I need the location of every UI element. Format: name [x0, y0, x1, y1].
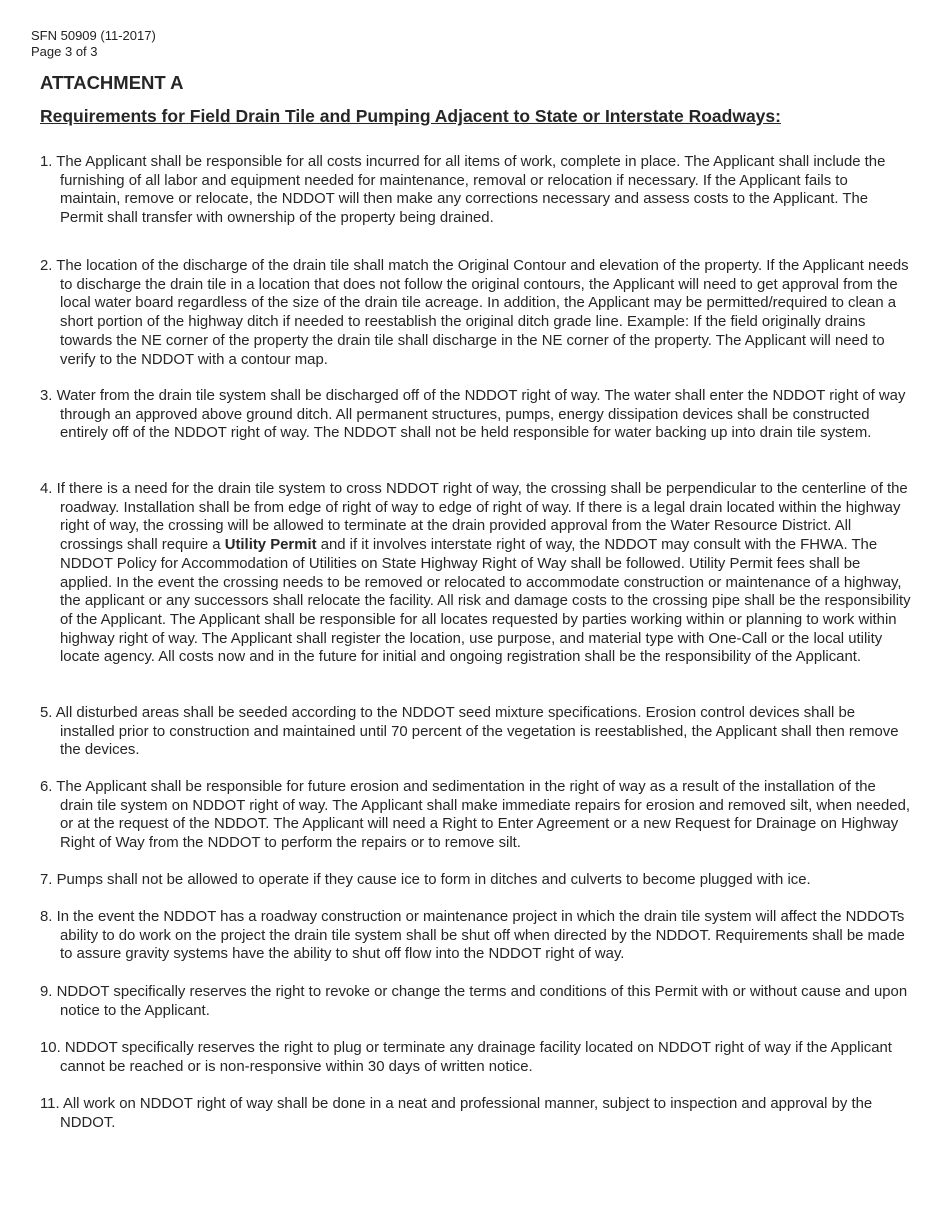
requirement-number: 7. [40, 872, 53, 888]
requirement-text: NDDOT specifically reserves the right to plug or terminate any drainage facility located on NDDOT right of way if the Applicant cannot be reached or is non-responsive within 30 days of written notice. [60, 1040, 892, 1075]
requirement-number: 8. [40, 909, 53, 925]
requirement-item [40, 153, 912, 228]
requirement-item [40, 908, 912, 964]
requirement-item [40, 871, 912, 890]
requirement-number: 4. [40, 481, 53, 497]
requirement-number: 1. [40, 154, 53, 170]
requirement-number: 3. [40, 388, 53, 404]
requirement-item [40, 480, 912, 667]
requirement-text-before: If there is a need for the drain tile system to cross NDDOT right of way, the crossing shall be perpendicular to the centerline of the roadway. Installation shall be from edge of right of way to edge of right of way. If there is a legal drain located within the highway right of way, the crossing will be allowed to terminate at the drain provided approval from the Water Resource District. All crossings shall require a [56, 481, 908, 554]
requirement-text: The Applicant shall be responsible for future erosion and sedimentation in the right of way as a result of the installation of the drain tile system on NDDOT right of way. The Applicant shall make immediate repairs for erosion and removed silt, when needed, or at the request of the NDDOT. The Applicant will need a Right to Enter Agreement or a new Request for Drainage on Highway Right of Way from the NDDOT to perform the repairs or to remove silt. [56, 779, 910, 852]
requirement-text: Pumps shall not be allowed to operate if they cause ice to form in ditches and culverts to become plugged with ice. [56, 872, 811, 888]
requirement-text: In the event the NDDOT has a roadway construction or maintenance project in which the drain tile system will affect the NDDOTs ability to do work on the project the drain tile system shall be shut off when directed by the NDDOT. Requirements shall be made to assure gravity systems have the ability to shut off flow into the NDDOT right of way. [56, 909, 905, 963]
requirement-item [40, 387, 912, 443]
requirement-item [40, 1095, 912, 1132]
requirement-text: NDDOT specifically reserves the right to revoke or change the terms and conditions of this Permit with or without cause and upon notice to the Applicant. [56, 984, 908, 1019]
requirement-item [40, 983, 912, 1020]
requirement-number: 9. [40, 984, 53, 1000]
requirement-text: All work on NDDOT right of way shall be done in a neat and professional manner, subject to inspection and approval by the NDDOT. [60, 1096, 873, 1131]
form-number: SFN 50909 (11-2017) [31, 28, 156, 43]
requirement-number: 5. [40, 705, 53, 721]
requirement-number: 10. [40, 1040, 61, 1056]
requirement-number: 11. [40, 1096, 60, 1112]
page-number: Page 3 of 3 [31, 44, 98, 59]
requirement-text: The location of the discharge of the drain tile shall match the Original Contour and elevation of the property. If the Applicant needs to discharge the drain tile in a location that does not follow the original contours, the Applicant will need to get approval from the local water board regardless of the size of the drain tile acreage. In addition, the Applicant may be permitted/required to clean a short portion of the highway ditch if needed to reestablish the original ditch grade line. Example: If the field originally drains towards the NE corner of the property the drain tile shall discharge in the NE corner of the property. The Applicant will need to verify to the NDDOT with a contour map. [56, 258, 909, 368]
utility-permit-term: Utility Permit [224, 537, 317, 554]
requirement-number: 6. [40, 779, 53, 795]
requirement-item [40, 1039, 912, 1076]
requirement-item [40, 257, 912, 369]
requirement-text: All disturbed areas shall be seeded according to the NDDOT seed mixture specifications. Erosion control devices shall be installed prior to construction and maintained until 70 percent of the vegetation is reestablished, the Applicant shall then remove the devices. [55, 705, 899, 759]
requirement-text: Water from the drain tile system shall be discharged off of the NDDOT right of way. The water shall enter the NDDOT right of way through an approved above ground ditch. All permanent structures, pumps, energy dissipation devices shall be constructed entirely off of the NDDOT right of way. The NDDOT shall not be held responsible for water backing up into drain tile system. [56, 388, 906, 442]
requirement-text: The Applicant shall be responsible for all costs incurred for all items of work, complete in place. The Applicant shall include the furnishing of all labor and equipment needed for maintenance, removal or relocation if necessary. If the Applicant fails to maintain, remove or relocate, the NDDOT will then make any corrections necessary and assess costs to the Applicant. The Permit shall transfer with ownership of the property being drained. [56, 154, 886, 227]
requirement-item [40, 704, 912, 760]
attachment-title: ATTACHMENT A [40, 72, 184, 93]
section-heading: Requirements for Field Drain Tile and Pumping Adjacent to State or Interstate Roadways: [40, 106, 781, 126]
requirement-text-after: and if it involves interstate right of way, the NDDOT may consult with the FHWA. The NDDOT Policy for Accommodation of Utilities on State Highway Right of Way shall be followed. Utility Permit fees shall be applied. In the event the crossing needs to be removed or relocated to accommodate construction or maintenance of a highway, the applicant or any successors shall relocate the facility. All risk and damage costs to the crossing pipe shall be the responsibility of the Applicant. The Applicant shall be responsible for all locates requested by parties working within or planning to work within highway right of way. The Applicant shall register the location, use purpose, and material type with One-Call or the local utility locate agency. All costs now and in the future for initial and ongoing registration shall be the responsibility of the Applicant. [60, 537, 911, 666]
form-identifier [31, 28, 156, 60]
requirement-number: 2. [40, 258, 53, 274]
requirement-item [40, 778, 912, 853]
